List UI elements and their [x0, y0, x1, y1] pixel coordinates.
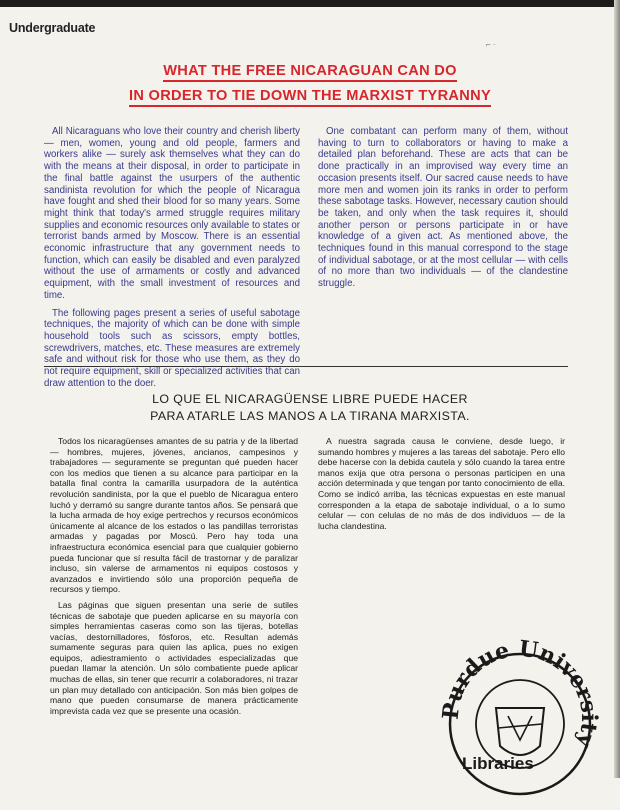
- stamp-text: Purdue University: [437, 635, 602, 751]
- english-paragraph-3: One combatant can perform many of them, without having to turn to collaborators or having to make a detailed plan beforehand. These are acts that can be done practically in an improvised way every time an occasion presents itself. Our sacred cause needs to have more men and women join its ranks in order to perform these sabotage tasks. However, necessary caution should be taken, and only when the task requires it, should another person or persons participate in or have knowledge of a given act. As mentioned above, the techniques found in this manual correspond to the stage of individual sabotage, or at the most cellular — with cells of no more than two individuals — of the clandestine struggle.: [318, 126, 568, 290]
- scan-top-edge: [0, 0, 620, 7]
- scan-speck: ⌐ ·: [486, 40, 496, 49]
- english-paragraph-1: All Nicaraguans who love their country and cherish liberty — men, women, young and old people, farmers and workers alike — surely ask themselves what they can do with the means at their disposal, in order to participate in the final battle against the usurpers of the authentic sandinista revolution for which the people of Nicaragua have fought and shed their blood for so many years. Some might think that today's armed struggle requires military supplies and economic resources only available to states or terrorist bands armed by Moscow. There is an essential economic infrastructure that any government needs to function, which can easily be disabled and even paralyzed without the use of armaments or costly and advanced equipment, with the small investment of resources and time.: [44, 126, 300, 301]
- spanish-column-right: [318, 436, 565, 536]
- library-stamp-seal: [428, 620, 608, 810]
- spanish-column-left: [50, 436, 298, 721]
- english-title-line-1: WHAT THE FREE NICARAGUAN CAN DO: [40, 63, 580, 79]
- libraries-label: Libraries: [462, 754, 534, 773]
- scan-right-edge: [614, 0, 620, 778]
- english-paragraph-2: The following pages present a series of useful sabotage techniques, the majority of which can be done with simple household tools such as scissors, empty bottles, screwdrivers, matches, etc. These measures are extremely safe and without risk for those who use them, as they do not require equipment, skill or specialized activities that can draw attention to the doer.: [44, 307, 300, 389]
- spanish-paragraph-3: A nuestra sagrada causa le conviene, desde luego, ir sumando hombres y mujeres a las tareas del sabotaje. Pero ello debe hacerse con la debida cautela y sólo cuando la tarea entre manos exija que otra persona o personas participen en una acción determinada y que tengan por tanto conocimiento de ella. Como se indicó arriba, las técnicas expuestas en este manual corresponden a la etapa de sabotaje individual, o a lo sumo celular — con celulas de no más de dos individuos — de la lucha clandestina.: [318, 436, 565, 531]
- section-label: Undergraduate: [9, 21, 96, 35]
- svg-text:Purdue University: [438, 636, 602, 752]
- spanish-title-line-2: PARA ATARLE LAS MANOS A LA TIRANA MARXISTA.: [150, 409, 470, 423]
- spanish-paragraph-1: Todos los nicaragüenses amantes de su patria y de la libertad — hombres, mujeres, jóvenes, ancianos, campesinos y trabajadores — seguramente se preguntan qué pueden hacer con los medios que tienen a su alcance para participar en la batalla final contra la camarilla usurpadora de la auténtica revolución sandinista, por la que el pueblo de Nicaragua entero luchó y derramó su sangre durante tantos años. Se pensará que la lucha armada de hoy exige pertrechos y recursos económicos únicamente al alcance de los estados o las pandillas terroristas armadas y pagadas por Moscú. Pero hay toda una infraestructura económica esencial para que cualquier gobierno pueda funcionar que sí resulta fácil de trastornar y de paralizar incluso, sin valerse de armamentos ni equipos costosos y avanzados e invirtiendo sólo una proporción pequeña de recursos y tiempo.: [50, 436, 298, 595]
- spanish-paragraph-2: Las páginas que siguen presentan una serie de sutiles técnicas de sabotaje que pueden aplicarse en su mayoría con simples herramientas caseras como son las tijeras, botellas vacías, destornilladores, fósforos, etc. Resultan además sumamente seguras para quien las aplica, pues no exigen equipos, adiestramiento o actividades especializadas que puedan llamar la atención. Un sólo combatiente puede aplicar muchas de ellas, sin tener que recurrir a colaboradores, ni trazar un plan muy detallado con anticipación. Son más bien golpes de mano que pueden consumarse de manera prácticamente imprevista cada vez que se presente una ocasión.: [50, 599, 298, 716]
- spanish-title-line-1: LO QUE EL NICARAGÜENSE LIBRE PUEDE HACER: [152, 392, 468, 406]
- english-column-left: [44, 126, 300, 395]
- english-column-right: [318, 126, 568, 296]
- english-title-line-2: IN ORDER TO TIE DOWN THE MARXIST TYRANNY: [40, 88, 580, 104]
- section-divider: [44, 366, 568, 367]
